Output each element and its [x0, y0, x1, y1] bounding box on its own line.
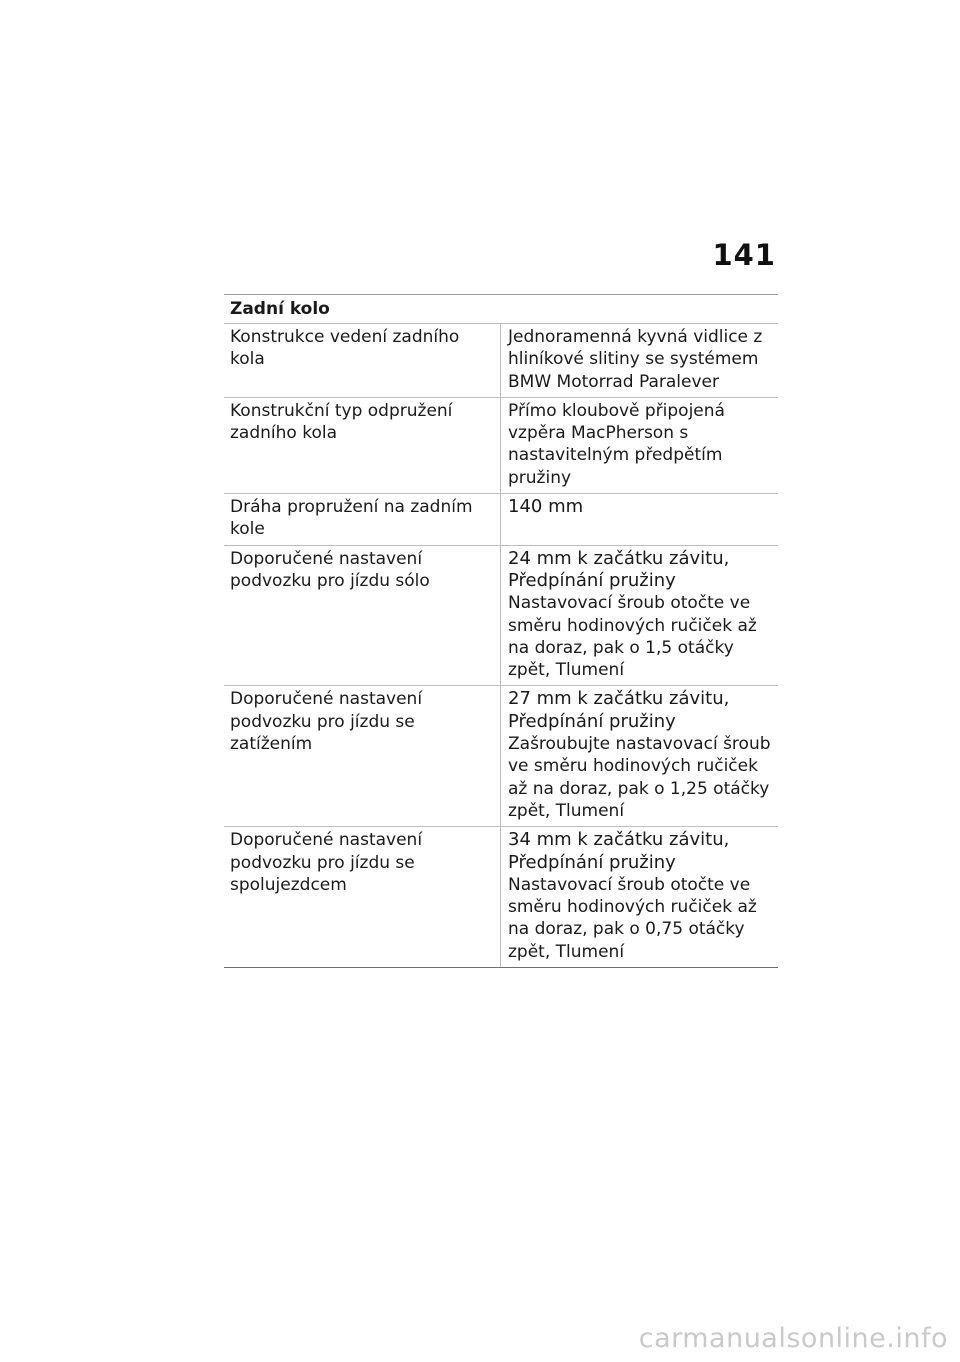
- section-title: Zadní kolo: [224, 295, 778, 324]
- row-value: [501, 686, 778, 826]
- row-value: [501, 398, 778, 493]
- row-value-text: Přímo kloubově připojená vzpěra MacPherson s nastavitelným předpětím pružiny: [508, 400, 725, 488]
- row-value: [501, 494, 778, 545]
- row-value-text-secondary: Nastavovací šroub otočte ve směru hodinových ručiček až na doraz, pak o 0,75 otáčky zpět, Tlumení: [508, 874, 757, 962]
- row-value: [501, 546, 778, 686]
- table-row: [224, 324, 778, 398]
- row-label: Doporučené nastavení podvozku pro jízdu se zatížením: [224, 686, 501, 826]
- table-row: [224, 546, 778, 687]
- row-label: Doporučené nastavení podvozku pro jízdu se spolujezdcem: [224, 827, 501, 967]
- row-label: Doporučené nastavení podvozku pro jízdu sólo: [224, 546, 501, 686]
- row-value-text: Jednoramenná kyvná vidlice z hliníkové slitiny se systémem BMW Motorrad Paralever: [508, 327, 763, 392]
- row-value-text-secondary: Nastavovací šroub otočte ve směru hodinových ručiček až na doraz, pak o 1,5 otáčky zpět, Tlumení: [508, 593, 757, 681]
- row-value: [501, 324, 778, 397]
- row-label: Konstrukce vedení zadního kola: [224, 324, 501, 397]
- table-row: [224, 398, 778, 494]
- row-label: Dráha propružení na zadním kole: [224, 494, 501, 545]
- table-row: [224, 686, 778, 827]
- spec-table: [224, 294, 778, 968]
- row-value-text: 140 mm: [508, 496, 584, 518]
- row-value-text: 27 mm k začátku závitu, Předpínání pružiny: [508, 688, 730, 732]
- watermark: carmanualsonline.info: [638, 1323, 948, 1354]
- row-value: [501, 827, 778, 967]
- row-value-text: 24 mm k začátku závitu, Předpínání pružiny: [508, 547, 730, 591]
- row-value-text-secondary: Zašroubujte nastavovací šroub ve směru hodinových ručiček až na doraz, pak o 1,25 otáčky zpět, Tlumení: [508, 734, 771, 821]
- table-row: [224, 827, 778, 967]
- row-label: Konstrukční typ odpružení zadního kola: [224, 398, 501, 493]
- row-value-text: 34 mm k začátku závitu, Předpínání pružiny: [508, 829, 730, 873]
- page-number: 141: [712, 238, 776, 272]
- table-row: [224, 494, 778, 546]
